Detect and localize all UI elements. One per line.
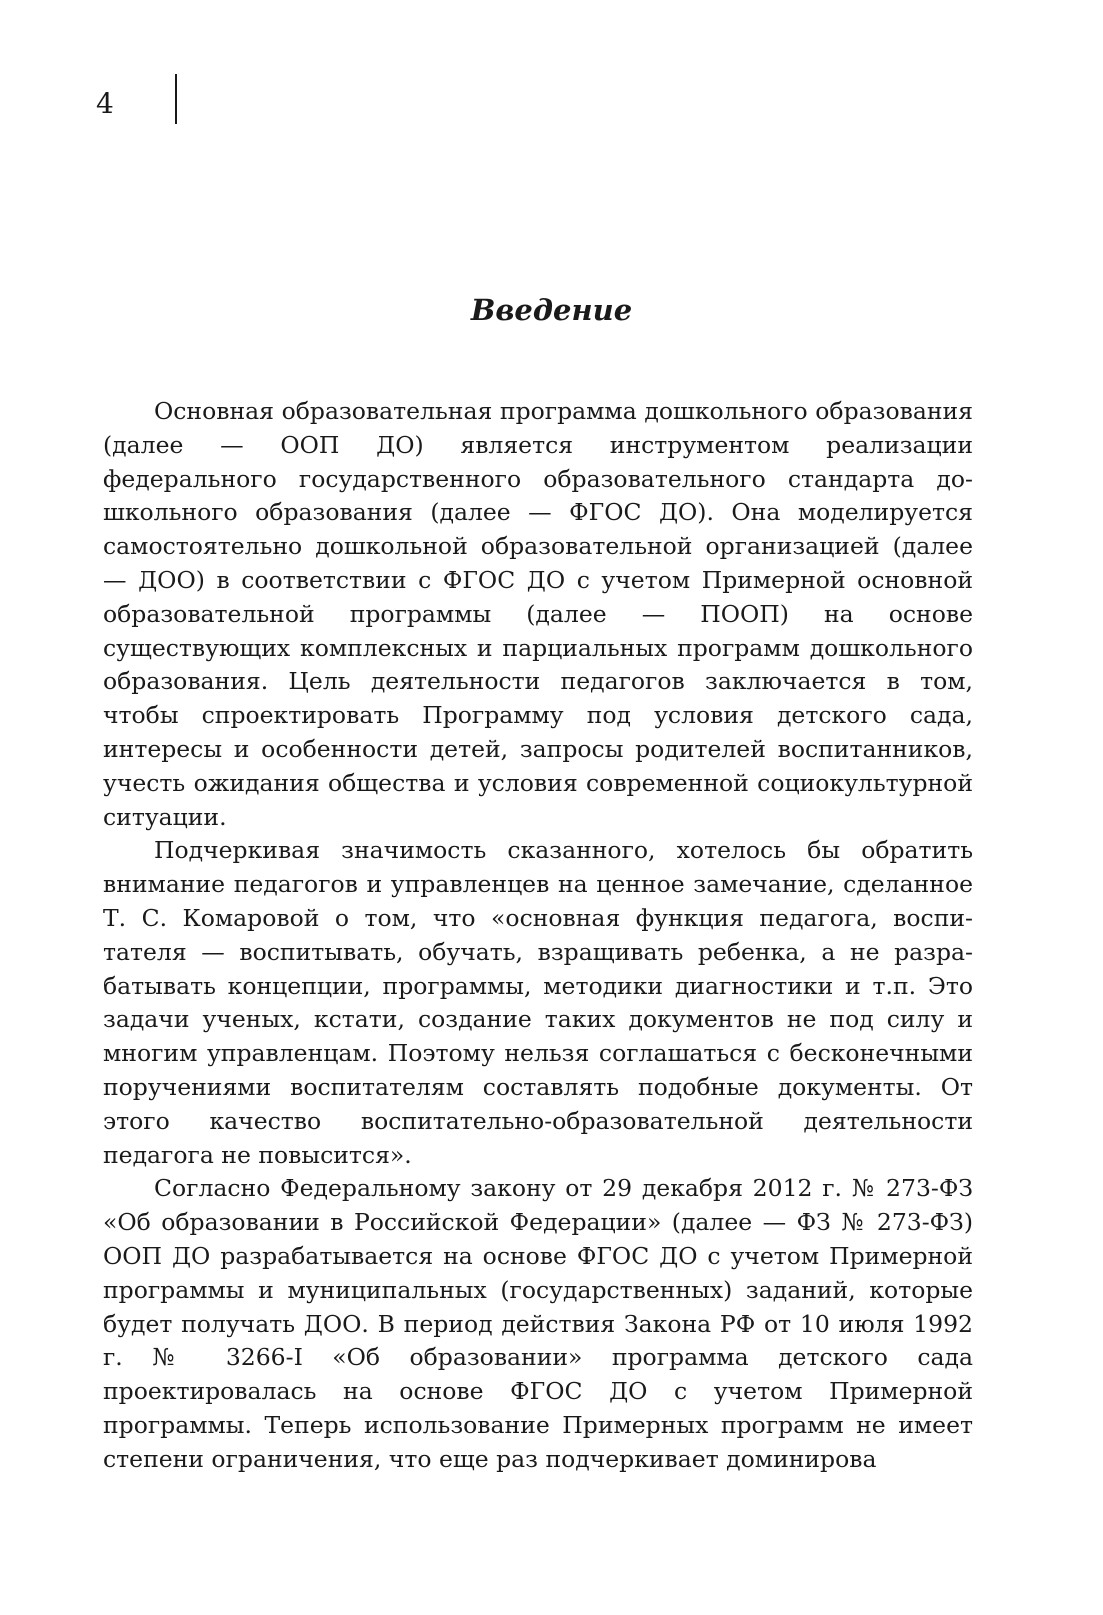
paragraph: Основная образовательная программа дошкольного образования (далее — ООП ДО) является инструментом реализации федерального государственного образовательного стандарта дошкольного образования (далее — ФГОС ДО). Она моделируется самостоятельно дошкольной образовательной организацией (далее — ДОО) в соответствии с ФГОС ДО с учетом Примерной основной образовательной программы (далее — ПООП) на основе существующих комплексных и парциальных программ дошкольного образования. Цель деятельности педагогов заключается в том, чтобы спроектировать Программу под условия детского сада, интересы и особенности детей, запросы родителей воспитанников, учесть ожидания общества и условия современной социокультурной ситуации. — [103, 397, 973, 831]
header-divider — [175, 74, 177, 124]
paragraph: Подчеркивая значимость сказанного, хотелось бы обратить внимание педагогов и управленцев на ценное замечание, сделанное Т. С. Комаровой о том, что «основная функция педагога, воспитателя — воспитывать, обучать, взращивать ребенка, а не разрабатывать концепции, программы, методики диагностики и т.п. Это задачи ученых, кстати, создание таких документов не под силу и многим управленцам. Поэтому нельзя соглашаться с бесконечными поручениями воспитателям составлять подобные документы. От этого качество воспитательно-образовательной деятельности педагога не повысится». — [103, 836, 973, 1169]
paragraph: Согласно Федеральному закону от 29 декабря 2012 г. № 273-ФЗ «Об образовании в Российской Федерации» (далее — ФЗ № 273-ФЗ) ООП ДО разрабатывается на основе ФГОС ДО с учетом Примерной программы и муниципальных (государственных) заданий, которые будет получать ДОО. В период действия Закона РФ от 10 июля 1992 г. № 3266-I «Об образовании» программа детского сада проектировалась на основе ФГОС ДО с учетом Примерной программы. Теперь использование Примерных программ не имеет степени ограничения, что еще раз подчеркивает доминирова — [103, 1174, 973, 1473]
page-number: 4 — [96, 87, 114, 120]
chapter-title: Введение — [470, 293, 633, 327]
body-text — [103, 395, 973, 1477]
